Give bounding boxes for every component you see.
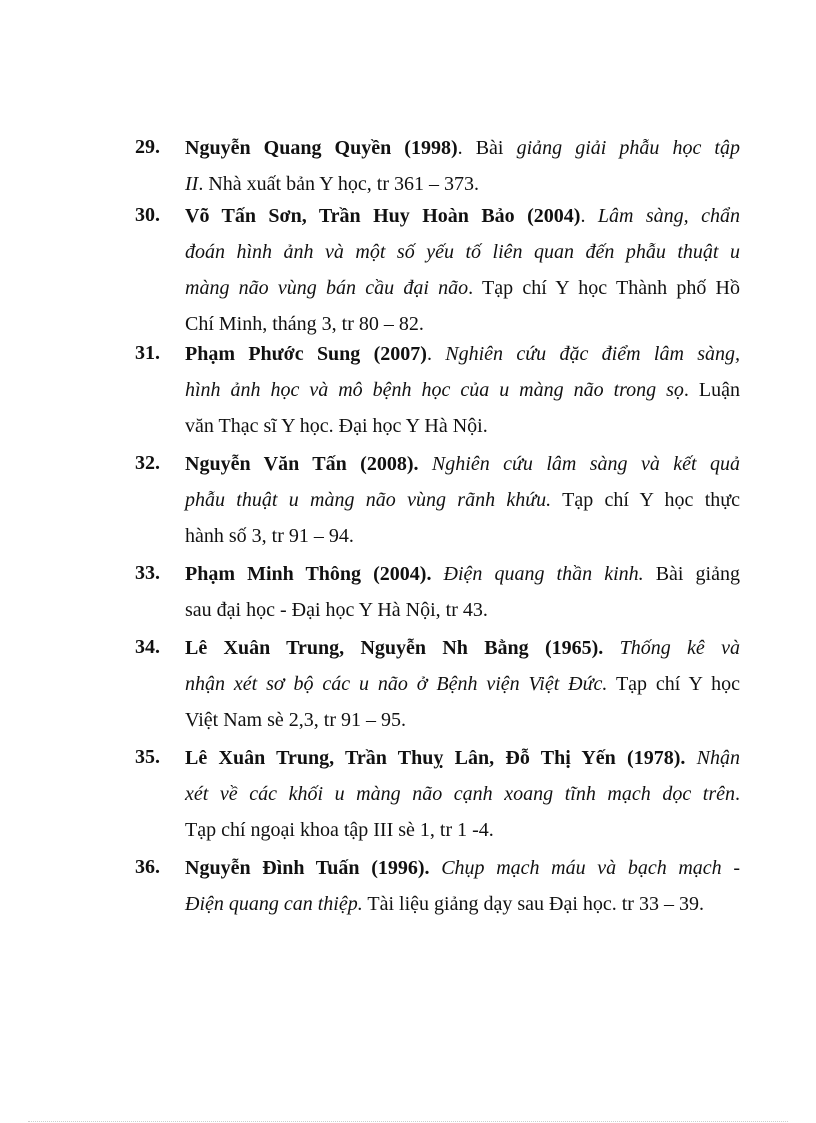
reference-title-text: Thống kê và bbox=[619, 637, 740, 659]
reference-text bbox=[431, 563, 443, 585]
reference-text: văn Thạc sĩ Y học. Đại học Y Hà Nội. bbox=[185, 415, 488, 437]
reference-text: Tạp chí Y học thực bbox=[551, 489, 740, 511]
reference-text: Bài giảng bbox=[643, 563, 740, 585]
reference-text bbox=[603, 637, 619, 659]
reference-title-text: hình ảnh học và mô bệnh học của u màng não trong sọ bbox=[185, 379, 684, 401]
reference-line bbox=[185, 850, 740, 886]
reference-line bbox=[185, 666, 740, 702]
reference-number: 30. bbox=[135, 204, 160, 226]
reference-number: 32. bbox=[135, 452, 160, 474]
reference-line bbox=[185, 886, 740, 922]
reference-title-text: giảng giải phẫu học tập bbox=[516, 137, 740, 159]
reference-author-year: Phạm Minh Thông (2004). bbox=[185, 563, 432, 585]
reference-author-year: Lê Xuân Trung, Trần Thuỵ Lân, Đỗ Thị Yến (1978). bbox=[185, 747, 686, 769]
reference-author-year: Nguyễn Đình Tuấn (1996). bbox=[185, 857, 430, 879]
reference-text: . bbox=[580, 205, 598, 227]
reference-text: Tạp chí ngoại khoa tập III sè 1, tr 1 -4. bbox=[185, 819, 494, 841]
reference-line bbox=[185, 446, 740, 482]
reference-author-year: Võ Tấn Sơn, Trần Huy Hoàn Bảo (2004) bbox=[185, 205, 581, 227]
reference-line bbox=[185, 336, 740, 372]
reference-line bbox=[185, 812, 740, 848]
reference-text: . Luận bbox=[683, 379, 740, 401]
reference-title-text: nhận xét sơ bộ các u não ở Bệnh viện Việt Đức. bbox=[185, 673, 608, 695]
reference-text: Việt Nam sè 2,3, tr 91 – 95. bbox=[185, 709, 406, 731]
reference-text: . bbox=[426, 343, 446, 365]
reference-text: . bbox=[735, 783, 740, 805]
reference-title-text: Điện quang can thiệp. bbox=[185, 893, 363, 915]
reference-line bbox=[185, 372, 740, 408]
reference-line bbox=[185, 130, 740, 166]
reference-title-text: xét về các khối u màng não cạnh xoang tĩnh mạch dọc trên bbox=[185, 783, 735, 805]
reference-line bbox=[185, 556, 740, 592]
reference-text: . Bài bbox=[457, 137, 517, 159]
reference-text: Chí Minh, tháng 3, tr 80 – 82. bbox=[185, 313, 424, 335]
reference-title-text: Nghiên cứu lâm sàng và kết quả bbox=[431, 453, 741, 475]
reference-author-year: Phạm Phước Sung (2007) bbox=[185, 343, 427, 365]
reference-title-text: phẫu thuật u màng não vùng rãnh khứu. bbox=[185, 489, 552, 511]
reference-line bbox=[185, 740, 740, 776]
reference-line bbox=[185, 518, 740, 554]
reference-line bbox=[185, 702, 740, 738]
reference-line bbox=[185, 630, 740, 666]
reference-line bbox=[185, 592, 740, 628]
reference-title-text: Nghiên cứu đặc điểm lâm sàng, bbox=[445, 343, 740, 365]
reference-line bbox=[185, 270, 740, 306]
reference-text: . Tạp chí Y học Thành phố Hồ bbox=[468, 277, 740, 299]
reference-title-text: Nhận bbox=[696, 747, 741, 769]
reference-line bbox=[185, 776, 740, 812]
reference-text bbox=[430, 857, 442, 879]
page-bottom-rule bbox=[28, 1121, 788, 1122]
reference-title-text: Điện quang thần kinh. bbox=[443, 563, 644, 585]
reference-line bbox=[185, 408, 740, 444]
reference-number: 35. bbox=[135, 746, 160, 768]
reference-line bbox=[185, 198, 740, 234]
reference-title-text: màng não vùng bán cầu đại não bbox=[185, 277, 469, 299]
reference-text bbox=[685, 747, 696, 769]
reference-text bbox=[418, 453, 431, 475]
reference-text: Tài liệu giảng dạy sau Đại học. tr 33 – 39. bbox=[362, 893, 704, 915]
reference-number: 34. bbox=[135, 636, 160, 658]
reference-author-year: Nguyễn Văn Tấn (2008). bbox=[185, 453, 419, 475]
reference-title-text: Lâm sàng, chẩn bbox=[597, 205, 740, 227]
reference-number: 36. bbox=[135, 856, 160, 878]
reference-number: 33. bbox=[135, 562, 160, 584]
reference-text: Tạp chí Y học bbox=[607, 673, 740, 695]
reference-number: 31. bbox=[135, 342, 160, 364]
reference-line bbox=[185, 166, 740, 202]
reference-number: 29. bbox=[135, 136, 160, 158]
reference-author-year: Lê Xuân Trung, Nguyễn Nh Bằng (1965). bbox=[185, 637, 604, 659]
reference-title-text: Chụp mạch máu và bạch mạch - bbox=[441, 857, 741, 879]
reference-author-year: Nguyễn Quang Quyền (1998) bbox=[185, 137, 458, 159]
reference-title-text: đoán hình ảnh và một số yếu tố liên quan đến phẫu thuật u bbox=[185, 241, 740, 263]
reference-text: hành số 3, tr 91 – 94. bbox=[185, 525, 354, 547]
reference-text: . Nhà xuất bản Y học, tr 361 – 373. bbox=[198, 173, 480, 195]
reference-title-text: II bbox=[185, 173, 199, 195]
reference-line bbox=[185, 234, 740, 270]
reference-text: sau đại học - Đại học Y Hà Nội, tr 43. bbox=[185, 599, 488, 621]
reference-line bbox=[185, 482, 740, 518]
